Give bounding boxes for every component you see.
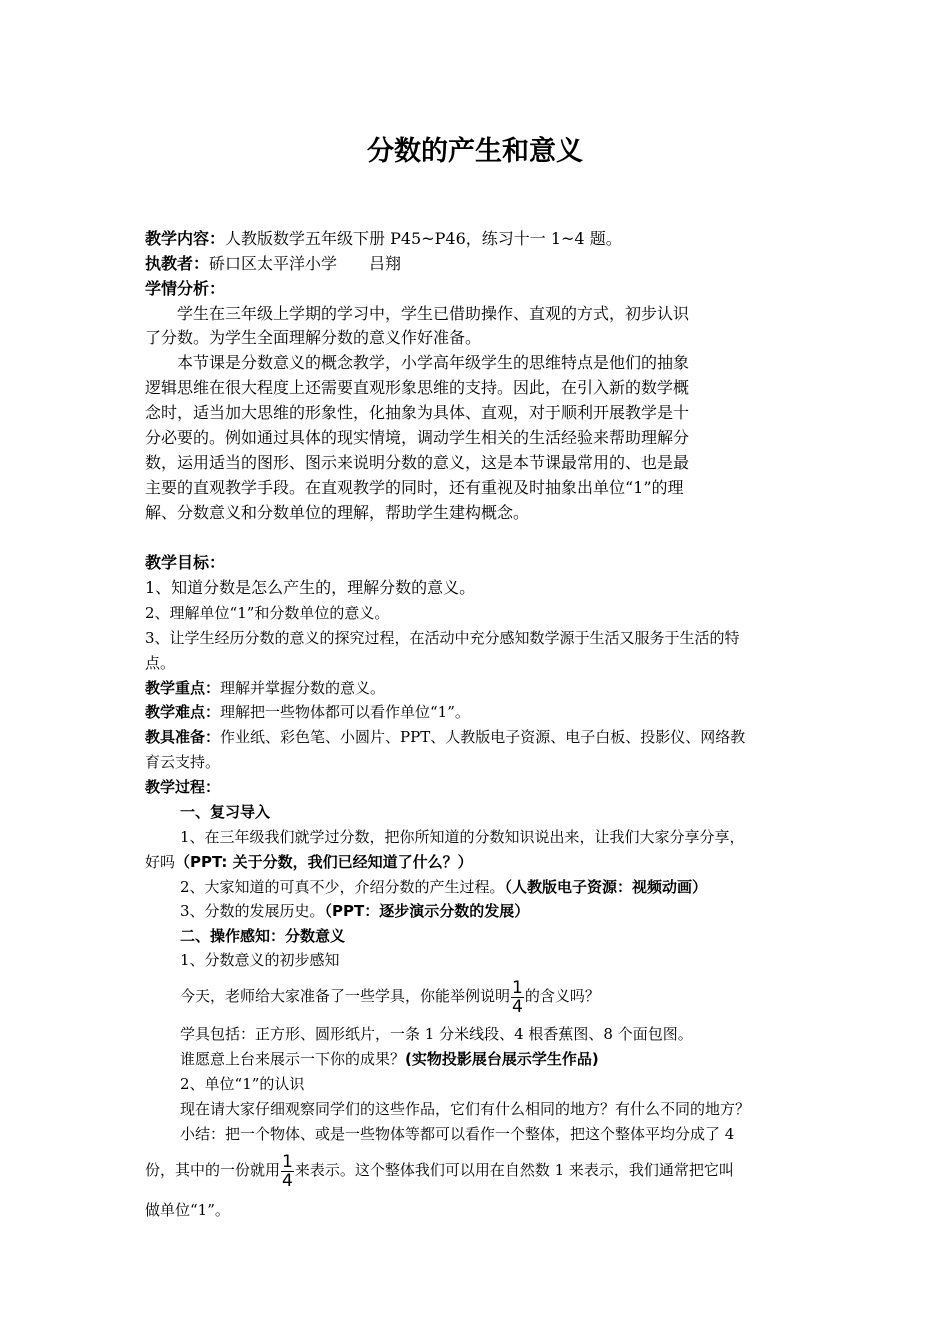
process-line: 3、分数的发展历史。（PPT：逐步演示分数的发展） <box>180 902 530 920</box>
goal-item: 点。 <box>145 654 176 672</box>
analysis-p2-line: 逻辑思维在很大程度上还需要直观形象思维的支持。因此，在引入新的数学概 <box>145 378 690 397</box>
process-line: 学具包括：正方形、圆形纸片，一条 1 分米线段、4 根香蕉图、8 个面包图。 <box>180 1025 693 1043</box>
process-line: 2、大家知道的可真不少，介绍分数的产生过程。（人教版电子资源：视频动画） <box>180 878 708 896</box>
analysis-p2-line: 本节课是分数意义的概念教学，小学高年级学生的思维特点是他们的抽象 <box>145 353 690 372</box>
process-line: 1、分数意义的初步感知 <box>180 951 340 969</box>
difficulty-line: 教学难点：理解把一些物体都可以看作单位“1”。 <box>145 703 470 721</box>
analysis-p2-line: 数，运用适当的图形、图示来说明分数的意义，这是本节课最常用的、也是最 <box>145 453 690 472</box>
goals-heading: 教学目标： <box>145 553 226 572</box>
analysis-p1-line: 了分数。为学生全面理解分数的意义作好准备。 <box>145 328 482 347</box>
teacher-line: 执教者：硚口区太平洋小学 吕翔 <box>145 254 402 273</box>
process-line: 做单位“1”。 <box>145 1201 230 1219</box>
goal-item: 1、知道分数是怎么产生的，理解分数的意义。 <box>145 578 476 597</box>
process-line: 2、单位“1”的认识 <box>180 1075 305 1093</box>
process-heading: 教学过程： <box>145 778 221 796</box>
goal-item: 2、理解单位“1”和分数单位的意义。 <box>145 604 390 622</box>
tools-line: 育云支持。 <box>145 753 221 771</box>
section-heading: 二、操作感知：分数意义 <box>180 927 346 945</box>
fraction-summary-line: 份，其中的一份就用 $\frac{1}{4}$ 来表示。这个整体我们可以用在自然数 1 来表示，我们通常把它叫 <box>145 1151 734 1191</box>
analysis-p2-line: 解、分数意义和分数单位的理解，帮助学生建构概念。 <box>145 503 530 522</box>
process-line: 现在请大家仔细观察同学们的这些作品，它们有什么相同的地方？有什么不同的地方？ <box>180 1100 751 1118</box>
analysis-p2-line: 分必要的。例如通过具体的现实情境，调动学生相关的生活经验来帮助理解分 <box>145 428 690 447</box>
fraction-one-quarter: $\frac{1}{4}$ <box>282 1151 293 1191</box>
process-line: 好吗（PPT: 关于分数，我们已经知道了什么？） <box>145 853 473 871</box>
analysis-p2-line: 主要的直观教学手段。在直观教学的同时，还有重视及时抽象出单位“1”的理 <box>145 478 684 497</box>
teaching-content-line: 教学内容：人教版数学五年级下册 P45~P46，练习十一 1~4 题。 <box>145 229 622 248</box>
section-heading: 一、复习导入 <box>180 803 271 821</box>
goal-item: 3、让学生经历分数的意义的探究过程，在活动中充分感知数学源于生活又服务于生活的特 <box>145 629 740 647</box>
page-title: 分数的产生和意义 <box>367 136 583 167</box>
fraction-one-quarter: $\frac{1}{4}$ <box>512 977 523 1017</box>
process-line: 1、在三年级我们就学过分数，把你所知道的分数知识说出来，让我们大家分享分享， <box>180 828 745 846</box>
key-point-line: 教学重点：理解并掌握分数的意义。 <box>145 679 386 697</box>
process-line: 小结：把一个物体、或是一些物体等都可以看作一个整体，把这个整体平均分成了 4 <box>180 1125 735 1143</box>
analysis-p2-line: 念时，适当加大思维的形象性，化抽象为具体、直观，对于顺利开展教学是十 <box>145 403 690 422</box>
fraction-question-line: 今天，老师给大家准备了一些学具，你能举例说明 $\frac{1}{4}$ 的含义吗？ <box>180 977 600 1017</box>
tools-line: 教具准备：作业纸、彩色笔、小圆片、PPT、人教版电子资源、电子白板、投影仪、网络教 <box>145 728 746 746</box>
analysis-p1-line: 学生在三年级上学期的学习中，学生已借助操作、直观的方式，初步认识 <box>145 304 690 323</box>
process-line: 谁愿意上台来展示一下你的成果？(实物投影展台展示学生作品) <box>180 1050 599 1068</box>
analysis-heading: 学情分析： <box>145 279 226 298</box>
